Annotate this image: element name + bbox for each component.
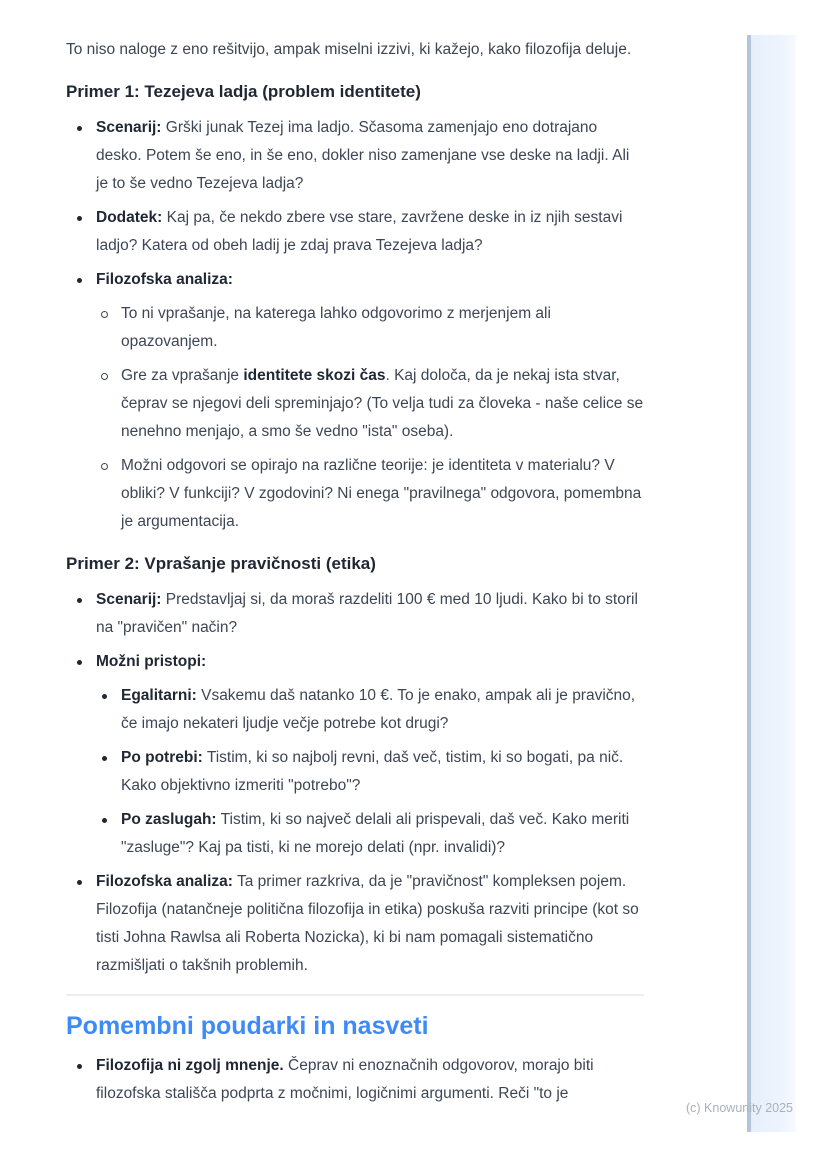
bold-label: Po potrebi: (121, 749, 203, 766)
intro-text: To niso naloge z eno rešitvijo, ampak miselni izzivi, ki kažejo, kako filozofija deluje. (66, 41, 632, 58)
right-scrollbar[interactable] (747, 35, 796, 1132)
sub-list-item-po-zaslugah (96, 806, 644, 862)
bold-label: Scenarij: (96, 119, 162, 136)
item-text: Tistim, ki so najbolj revni, daš več, tistim, ki so bogati, pa nič. Kako objektivno izmeriti "potrebo"? (121, 749, 624, 794)
sub-list-item (96, 300, 644, 356)
bold-label: Po zaslugah: (121, 811, 217, 828)
approaches-sublist (96, 682, 644, 862)
section2-list (66, 586, 644, 980)
section3-heading: Pomembni poudarki in nasveti (66, 1012, 429, 1040)
item-text: Čeprav ni enoznačnih odgovorov, morajo biti filozofska stališča podprta z močnimi, logičnimi argumenti. Reči "to je (96, 1057, 594, 1102)
item-text: Vsakemu daš natanko 10 €. To je enako, ampak ali je pravično, če imajo nekateri ljudje večje potrebe kot drugi? (121, 687, 636, 732)
list-item-filozofija-ni-mnenje (66, 1052, 644, 1108)
list-item-mozni-pristopi (66, 648, 644, 862)
bold-label: Možni pristopi: (96, 653, 207, 670)
item-text: Tistim, ki so največ delali ali prispevali, daš več. Kako meriti "zasluge"? Kaj pa tisti, ki ne morejo delati (npr. invalidi)? (121, 811, 630, 856)
item-text: Ta primer razkriva, da je "pravičnost" kompleksen pojem. Filozofija (natančneje politična filozofija in etika) poskuša razviti principe (kot so tisti Johna Rawlsa ali Roberta Nozicka), ki bi nam pomagali sistematično razmišljati o takšnih problemih. (96, 873, 639, 974)
item-text: . Kaj določa, da je nekaj ista stvar, čeprav se njegovi deli spreminjajo? (To velja tudi za človeka - naše celice se nenehno menjajo, a smo še vedno "ista" oseba). (121, 367, 644, 440)
analysis-sublist (96, 300, 644, 536)
list-item-dodatek (66, 204, 644, 260)
item-text: Predstavljaj si, da moraš razdeliti 100 € med 10 ljudi. Kako bi to storil na "pravičen" način? (96, 591, 638, 636)
intro-paragraph (66, 36, 644, 64)
bold-label: Filozofska analiza: (96, 873, 233, 890)
section3-list (66, 1052, 644, 1108)
bold-label: Dodatek: (96, 209, 163, 226)
list-item-scenarij-1 (66, 114, 644, 198)
sub-list-item (96, 452, 644, 536)
bold-label: Egalitarni: (121, 687, 197, 704)
item-text: Možni odgovori se opirajo na različne teorije: je identiteta v materialu? V obliki? V funkciji? V zgodovini? Ni enega "pravilnega" odgovora, pomembna je argumentacija. (121, 457, 642, 530)
sub-list-item (96, 362, 644, 446)
list-item-filozofska-analiza-1 (66, 266, 644, 536)
section1-heading: Primer 1: Tezejeva ladja (problem identitete) (66, 82, 421, 101)
section2-heading: Primer 2: Vprašanje pravičnosti (etika) (66, 554, 376, 573)
document-content (66, 36, 644, 1114)
bold-label: Filozofska analiza: (96, 271, 233, 288)
item-text: To ni vprašanje, na katerega lahko odgovorimo z merjenjem ali opazovanjem. (121, 305, 551, 350)
section1-list (66, 114, 644, 536)
section-divider (66, 994, 644, 996)
sub-list-item-egalitarni (96, 682, 644, 738)
item-text: Gre za vprašanje (121, 367, 244, 384)
item-text: Grški junak Tezej ima ladjo. Sčasoma zamenjajo eno dotrajano desko. Potem še eno, in še eno, dokler niso zamenjane vse deske na ladji. Ali je to še vedno Tezejeva ladja? (96, 119, 630, 192)
item-text: Kaj pa, če nekdo zbere vse stare, zavržene deske in iz njih sestavi ladjo? Katera od obeh ladij je zdaj prava Tezejeva ladja? (96, 209, 623, 254)
watermark: (c) Knowunity 2025 (686, 1101, 794, 1115)
sub-list-item-po-potrebi (96, 744, 644, 800)
list-item-filozofska-analiza-2 (66, 868, 644, 980)
bold-inline: identitete skozi čas (243, 367, 386, 384)
bold-label: Filozofija ni zgolj mnenje. (96, 1057, 284, 1074)
list-item-scenarij-2 (66, 586, 644, 642)
bold-label: Scenarij: (96, 591, 162, 608)
